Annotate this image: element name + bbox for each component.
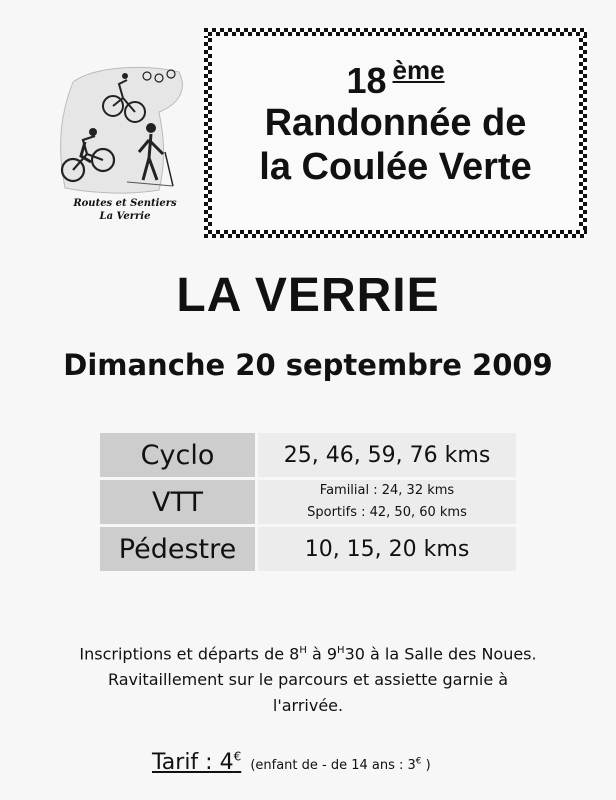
logo-club-town: La Verrie (99, 211, 151, 222)
edition-value: 18 (346, 60, 387, 101)
city-heading: LA VERRIE (176, 269, 440, 322)
event-date: Dimanche 20 septembre 2009 (63, 348, 553, 382)
activity-name: Cyclo (100, 433, 255, 477)
activity-row-vtt (100, 480, 516, 524)
event-title-line-1: Randonnée de (264, 102, 527, 144)
activity-distances (258, 480, 516, 524)
activity-row-pedestre (100, 527, 516, 571)
cyclists-hikers-illustration (55, 62, 195, 197)
price-info (152, 750, 431, 775)
activity-distances: 10, 15, 20 kms (258, 527, 516, 571)
activities-table (97, 430, 519, 574)
vtt-sportifs-distances: Sportifs : 42, 50, 60 kms (307, 505, 467, 520)
refreshment-info-cont: l'arrivée. (272, 696, 344, 716)
event-title-line-2: la Coulée Verte (259, 146, 532, 188)
activity-distances: 25, 46, 59, 76 kms (258, 433, 516, 477)
registration-times: Inscriptions et départs de $8^H$ à $9^H30$ à la Salle des Noues. (79, 644, 537, 664)
adult-price: Tarif : 4€ (152, 750, 242, 776)
activity-name: VTT (100, 480, 255, 524)
registration-info (0, 638, 616, 719)
logo-club-name: Routes et Sentiers (73, 198, 177, 209)
activity-name: Pédestre (100, 527, 255, 571)
club-logo (55, 62, 195, 222)
edition-number (212, 50, 579, 101)
event-title-box (204, 28, 587, 238)
refreshment-info: Ravitaillement sur le parcours et assiette garnie à (107, 670, 509, 690)
edition-suffix: ème (392, 55, 445, 85)
vtt-familial-distances: Familial : 24, 32 kms (319, 483, 455, 498)
activity-row-cyclo (100, 433, 516, 477)
child-price: (enfant de - de 14 ans : 3€ ) (250, 757, 431, 774)
